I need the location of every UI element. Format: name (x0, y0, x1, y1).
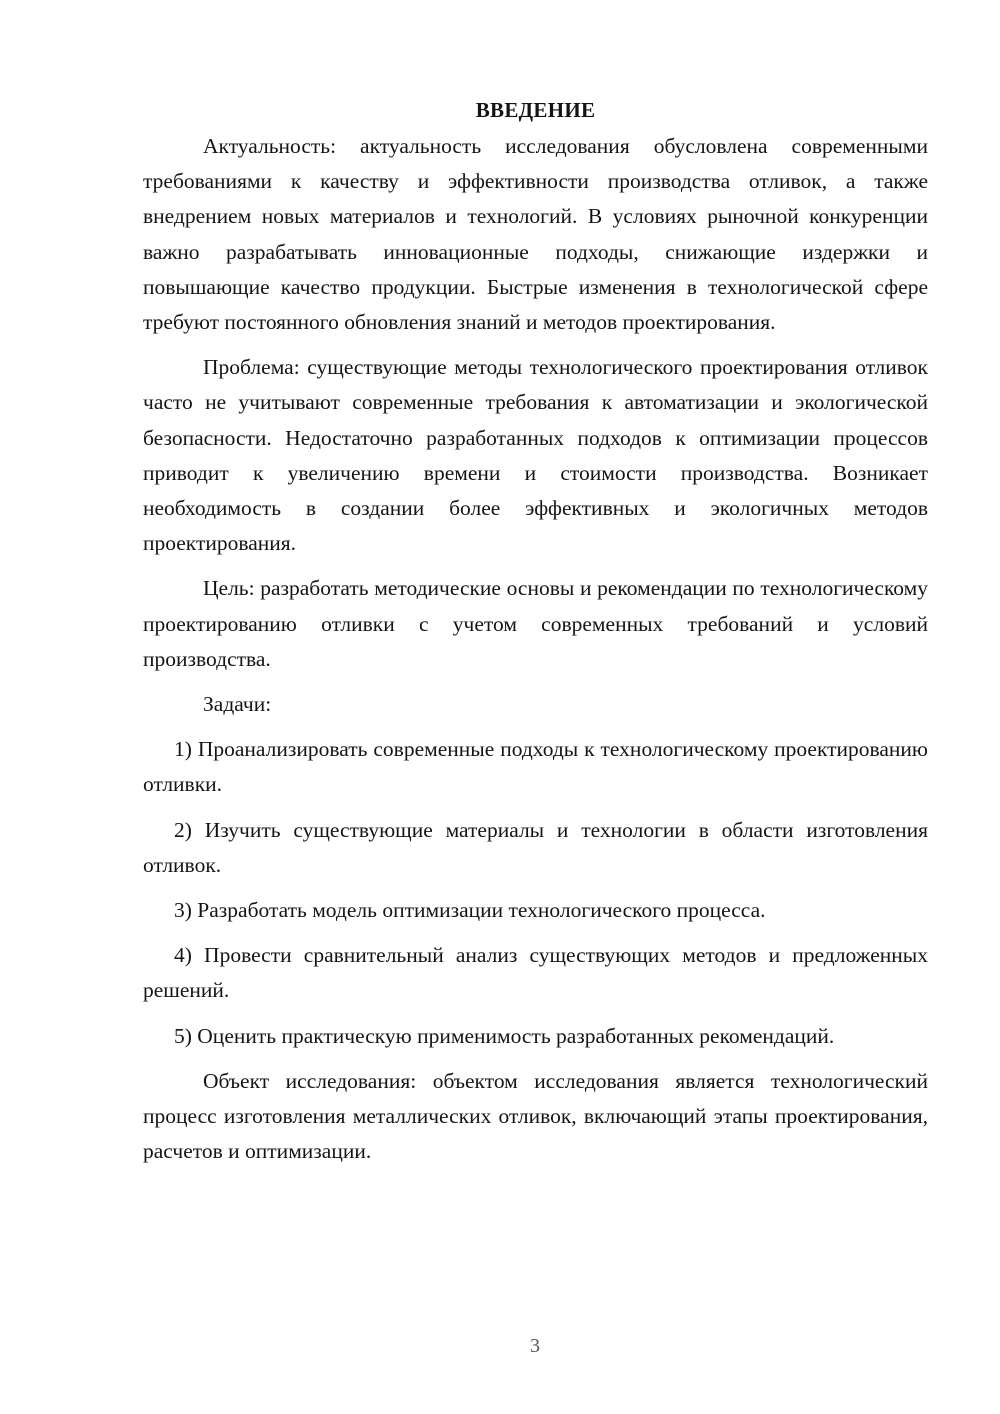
goal-paragraph: Цель: разработать методические основы и рекомендации по технологическому проектированию отливки с учетом современных требований и условий производства. (143, 576, 928, 671)
task-item-2: 2) Изучить существующие материалы и технологии в области изготовления отливок. (143, 817, 928, 877)
problem-paragraph: Проблема: существующие методы технологического проектирования отливок часто не учитывают современные требования к автоматизации и экологической безопасности. Недостаточно разработанных подходов к оптимизации процессов приводит к увеличению времени и стоимости производства. Возникает необходимость в создании более эффективных и экологичных методов проектирования. (143, 355, 928, 556)
task-item-1: 1) Проанализировать современные подходы к технологическому проектированию отливки. (143, 737, 928, 797)
page-title: ВВЕДЕНИЕ (475, 98, 596, 122)
task-item-5: 5) Оценить практическую применимость разработанных рекомендаций. (174, 1023, 835, 1048)
tasks-label: Задачи: (203, 692, 272, 717)
relevance-paragraph: Актуальность: актуальность исследования обусловлена современными требованиями к качеству и эффективности производства отливок, а также внедрением новых материалов и технологий. В условиях рыночной конкуренции важно разрабатывать инновационные подходы, снижающие издержки и повышающие качество продукции. Быстрые изменения в технологической сфере требуют постоянного обновления знаний и методов проектирования. (143, 134, 928, 335)
document-page (143, 95, 928, 1169)
page-number: 3 (530, 1335, 540, 1357)
object-paragraph: Объект исследования: объектом исследования является технологический процесс изготовления металлических отливок, включающий этапы проектирования, расчетов и оптимизации. (143, 1068, 928, 1164)
task-item-4: 4) Провести сравнительный анализ существующих методов и предложенных решений. (143, 943, 928, 1003)
task-item-3: 3) Разработать модель оптимизации технологического процесса. (174, 898, 766, 923)
